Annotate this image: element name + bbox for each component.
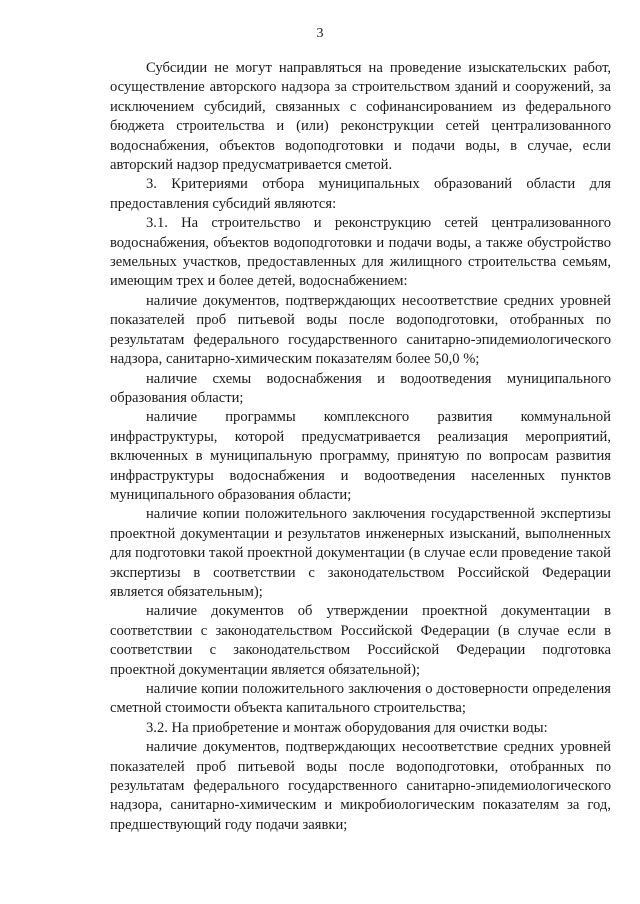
paragraph-state-expertise: наличие копии положительного заключения государственной экспертизы проектной документации и результатов инженерных изысканий, выполненных для подготовки такой проектной документации (в случае если проведение такой экспертизы в соответствии с законодательством Российской Федерации является обязательным); bbox=[110, 506, 611, 600]
page-number: 3 bbox=[316, 26, 324, 41]
paragraph-selection-criteria: 3. Критериями отбора муниципальных образований области для предоставления субсидий являются: bbox=[110, 176, 611, 212]
paragraph-infrastructure-program: наличие программы комплексного развития коммунальной инфраструктуры, которой предусматривается реализация мероприятий, включенных в муниципальную программу, принятую по вопросам развития инфраструктуры водоснабжения и водоотведения населенных пунктов муниципального образования области; bbox=[110, 409, 611, 503]
paragraph-section-3-2: 3.2. На приобретение и монтаж оборудования для очистки воды: bbox=[146, 719, 548, 736]
paragraph-water-supply-scheme: наличие схемы водоснабжения и водоотведения муниципального образования области; bbox=[110, 370, 611, 406]
document-body bbox=[110, 59, 611, 835]
paragraph-subsidy-restrictions: Субсидии не могут направляться на проведение изыскательских работ, осуществление авторского надзора за строительством зданий и сооружений, за исключением субсидий, связанных с софинансированием из федерального бюджета строительства и (или) реконструкции сетей централизованного водоснабжения, объектов водоподготовки и подачи воды, в случае, если авторский надзор предусматривается сметой. bbox=[110, 60, 611, 174]
paragraph-cost-estimate: наличие копии положительного заключения о достоверности определения сметной стоимости объекта капитального строительства; bbox=[110, 681, 611, 717]
paragraph-water-quality-microbiological: наличие документов, подтверждающих несоответствие средних уровней показателей проб питьевой воды после водоподготовки, отобранных по результатам федерального государственного санитарно-эпидемиологического надзора, санитарно-химическим и микробиологическим показателям за год, предшествующий году подачи заявки; bbox=[110, 739, 611, 833]
paragraph-project-approval: наличие документов об утверждении проектной документации в соответствии с законодательством Российской Федерации (в случае если в соответствии с законодательством Российской Федерации подготовка проектной документации является обязательной); bbox=[110, 603, 611, 678]
paragraph-water-quality-documents: наличие документов, подтверждающих несоответствие средних уровней показателей проб питьевой воды после водоподготовки, отобранных по результатам федерального государственного санитарно-эпидемиологического надзора, санитарно-химическим показателям более 50,0 %; bbox=[110, 292, 611, 368]
paragraph-section-3-1: 3.1. На строительство и реконструкцию сетей централизованного водоснабжения, объектов водоподготовки и подачи воды, а также обустройство земельных участков, предоставленных для жилищного строительства семьям, имеющим трех и более детей, водоснабжением: bbox=[110, 215, 611, 290]
